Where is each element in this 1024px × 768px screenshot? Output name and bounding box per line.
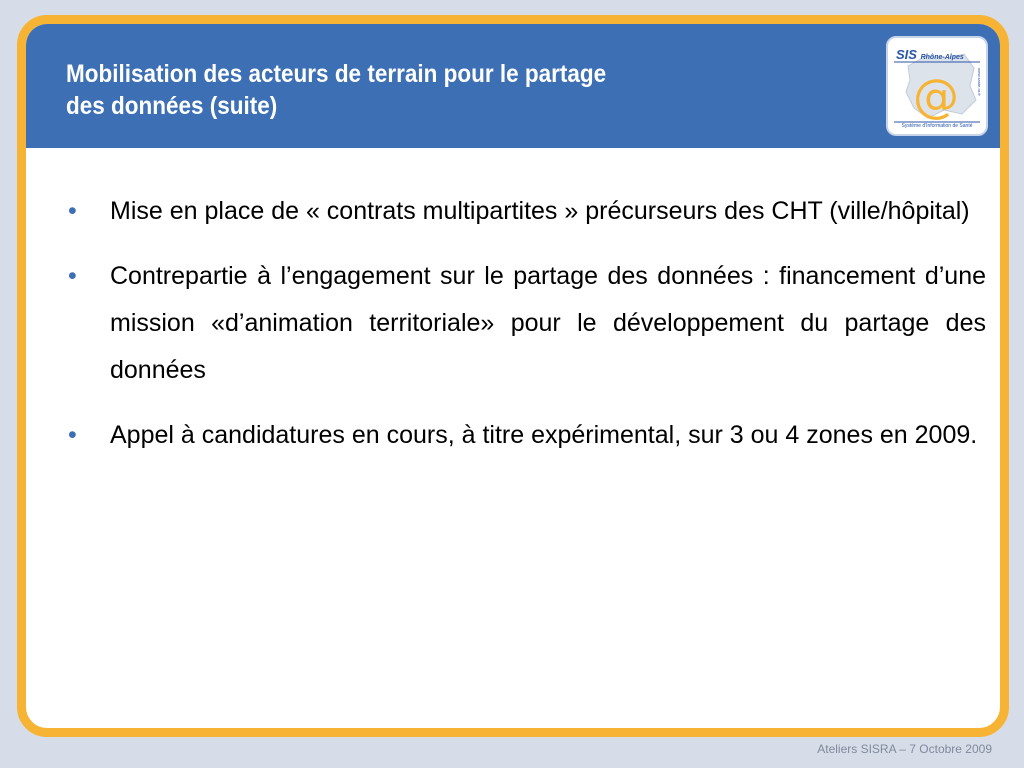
slide-title: [66, 58, 714, 122]
slide-bullet-list: [62, 188, 986, 477]
slide-footer: Ateliers SISRA – 7 Octobre 2009: [817, 742, 992, 756]
logo-brand-region: Rhône-Alpes: [920, 54, 964, 61]
slide-title-line1: Mobilisation des acteurs de terrain pour le partage: [66, 60, 607, 88]
bullet-text: Mise en place de « contrats multipartites » précurseurs des CHT (ville/hôpital): [110, 197, 970, 225]
sis-rhone-alpes-logo: [886, 36, 988, 136]
slide-frame: [17, 15, 1009, 737]
logo-brand-sis: SIS: [896, 47, 917, 62]
bullet-icon: •: [68, 262, 77, 290]
bullet-icon: •: [68, 197, 77, 225]
bullet-text: Contrepartie à l’engagement sur le partage des données : financement d’une mission «d’animation territoriale» pour le développement du partage des données: [110, 262, 986, 384]
bullet-text: Appel à candidatures en cours, à titre expérimental, sur 3 ou 4 zones en 2009.: [110, 421, 978, 449]
logo-caption: Système d'Information de Santé: [901, 123, 973, 129]
slide-title-line2: des données (suite): [66, 92, 278, 120]
slide-header: [26, 24, 1000, 148]
bullet-item: [62, 188, 986, 235]
logo-url: www.sante-ra.fr: [977, 68, 982, 96]
bullet-item: [62, 412, 986, 459]
bullet-item: [62, 253, 986, 394]
logo-brand: [896, 47, 964, 62]
at-sign-icon: @: [913, 69, 959, 123]
bullet-icon: •: [68, 421, 77, 449]
